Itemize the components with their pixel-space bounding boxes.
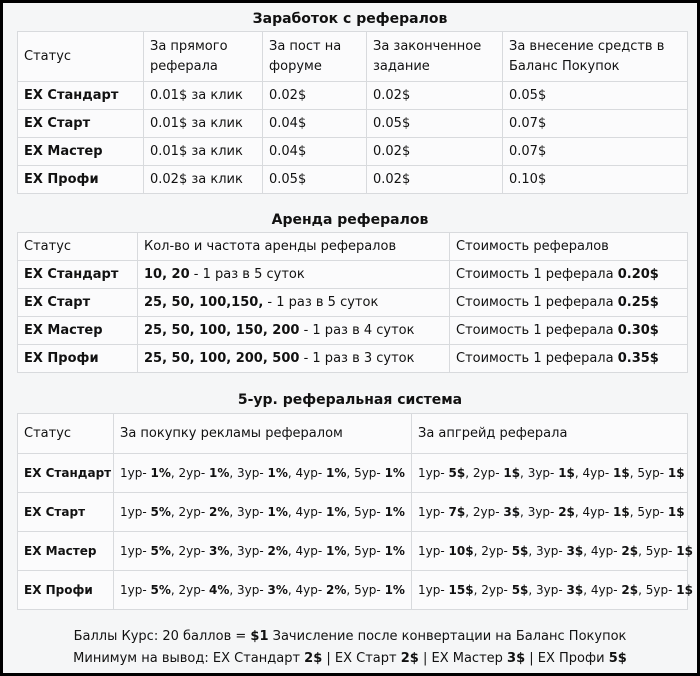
table-cell: 0.02$ за клик <box>144 166 263 194</box>
table-header-row <box>18 414 688 454</box>
level-label: 2ур- <box>481 544 512 558</box>
header-cell: За законченное задание <box>367 32 503 82</box>
status-cell: EX Мастер <box>18 317 138 345</box>
table-cell: 0.02$ <box>367 138 503 166</box>
level-label: 3ур- <box>536 583 567 597</box>
level-value: 5% <box>150 505 171 519</box>
referral-earnings-title: Заработок с рефералов <box>252 11 448 27</box>
status-cell: EX Стандарт <box>18 82 144 110</box>
rent-amounts: 25, 50, 100, 200, 500 <box>144 351 300 366</box>
rent-frequency: - 1 раз в 5 суток <box>263 295 379 310</box>
upgrade-levels-cell: 1ур- 10$, 2ур- 5$, 3ур- 3$, 4ур- 2$, 5ур- 1$ <box>412 532 688 571</box>
level-value: 1$ <box>667 505 685 519</box>
level-value: 1$ <box>558 466 575 480</box>
table-row <box>18 493 688 532</box>
level-label: 1ур- <box>120 466 151 480</box>
header-cell: Статус <box>18 233 138 261</box>
level-value: 5% <box>150 544 171 558</box>
rent-frequency: - 1 раз в 3 суток <box>299 351 415 366</box>
level-label: 3ур- <box>237 466 268 480</box>
status-cell: EX Стандарт <box>18 261 138 289</box>
level-value: 1% <box>209 466 230 480</box>
level-value: 3$ <box>566 583 584 597</box>
referral-system-table <box>17 413 693 610</box>
level-label: 2ур- <box>481 583 512 597</box>
level-value: 1% <box>384 544 405 558</box>
rent-frequency: - 1 раз в 4 суток <box>299 323 415 338</box>
level-value: 1% <box>150 466 171 480</box>
rent-amounts: 25, 50, 100, 150, 200 <box>144 323 300 338</box>
table-cell: 0.07$ <box>503 110 688 138</box>
level-label: 1ур- <box>120 583 151 597</box>
min-withdrawal-value: 3$ <box>507 651 526 666</box>
min-withdrawal-prefix: Минимум на вывод: <box>73 651 213 666</box>
rent-amounts: 10, 20 <box>144 267 190 282</box>
status-cell: EX Мастер <box>18 532 114 571</box>
table-cell: 0.01$ за клик <box>144 82 263 110</box>
status-cell: EX Мастер <box>18 138 144 166</box>
level-label: 1ур- <box>418 583 449 597</box>
min-withdrawal-value: 2$ <box>400 651 419 666</box>
level-label: 5ур- <box>354 544 385 558</box>
level-value: 4% <box>209 583 230 597</box>
table-row <box>18 317 688 345</box>
level-label: 3ур- <box>237 544 268 558</box>
table-row <box>18 345 688 373</box>
status-cell: EX Стандарт <box>18 454 114 493</box>
level-value: 1% <box>384 583 405 597</box>
min-withdrawal-value: 2$ <box>304 651 323 666</box>
level-value: 1% <box>326 544 347 558</box>
level-value: 1% <box>267 505 288 519</box>
status-cell: EX Профи <box>18 166 144 194</box>
level-value: 1% <box>326 466 347 480</box>
level-value: 1% <box>384 505 405 519</box>
level-label: 5ур- <box>637 505 668 519</box>
table-cell: 0.05$ <box>263 166 367 194</box>
header-cell: За внесение средств в Баланс Покупок <box>503 32 688 82</box>
level-label: 5ур- <box>637 466 668 480</box>
table-row <box>18 110 688 138</box>
level-label: 2ур- <box>472 466 504 480</box>
header-cell: Статус <box>18 32 144 82</box>
table-cell: 0.01$ за клик <box>144 110 263 138</box>
min-withdrawal-status: EX Профи <box>537 651 609 666</box>
level-label: 4ур- <box>590 544 622 558</box>
ads-levels-cell: 1ур- 5%, 2ур- 3%, 3ур- 2%, 4ур- 1%, 5ур- 1% <box>114 532 412 571</box>
level-value: 5$ <box>511 544 529 558</box>
level-value: 1% <box>384 466 405 480</box>
header-cell: За апгрейд реферала <box>412 414 688 454</box>
level-value: 2$ <box>621 544 639 558</box>
table-row <box>18 82 688 110</box>
table-row <box>18 532 688 571</box>
table-row <box>18 138 688 166</box>
level-value: 1$ <box>667 466 685 480</box>
cost-label: Стоимость 1 реферала <box>456 267 618 282</box>
table-header-row <box>18 32 688 82</box>
level-label: 1ур- <box>418 466 449 480</box>
level-label: 2ур- <box>472 505 504 519</box>
level-label: 4ур- <box>295 505 327 519</box>
header-cell: Кол-во и частота аренды рефералов <box>138 233 450 261</box>
table-cell <box>138 317 450 345</box>
status-cell: EX Старт <box>18 493 114 532</box>
level-value: 5% <box>150 583 171 597</box>
level-label: 4ур- <box>582 466 614 480</box>
level-value: 1$ <box>613 505 630 519</box>
level-value: 5$ <box>448 466 466 480</box>
table-row <box>18 454 688 493</box>
level-label: 5ур- <box>645 544 677 558</box>
cost-label: Стоимость 1 реферала <box>456 323 618 338</box>
cost-value: 0.35$ <box>617 351 659 366</box>
level-label: 2ур- <box>178 544 210 558</box>
points-rate-line <box>3 629 697 644</box>
referral-rent-title: Аренда рефералов <box>271 212 429 228</box>
header-cell: За покупку рекламы рефералом <box>114 414 412 454</box>
status-cell: EX Старт <box>18 289 138 317</box>
level-label: 3ур- <box>237 583 268 597</box>
level-value: 3% <box>209 544 230 558</box>
level-value: 3$ <box>503 505 521 519</box>
table-cell: 0.04$ <box>263 110 367 138</box>
ads-levels-cell: 1ур- 5%, 2ур- 2%, 3ур- 1%, 4ур- 1%, 5ур- 1% <box>114 493 412 532</box>
header-cell: Статус <box>18 414 114 454</box>
referral-earnings-table <box>17 31 688 194</box>
table-header-row <box>18 233 688 261</box>
level-label: 3ур- <box>536 544 567 558</box>
status-cell: EX Старт <box>18 110 144 138</box>
table-cell: 0.10$ <box>503 166 688 194</box>
level-label: 3ур- <box>527 466 559 480</box>
level-label: 5ур- <box>354 505 385 519</box>
level-label: 4ур- <box>295 466 327 480</box>
level-value: 1$ <box>676 583 693 597</box>
table-cell: 0.02$ <box>367 166 503 194</box>
rent-frequency: - 1 раз в 5 суток <box>189 267 305 282</box>
table-row <box>18 261 688 289</box>
level-value: 10$ <box>448 544 474 558</box>
level-value: 2% <box>209 505 230 519</box>
level-label: 1ур- <box>418 544 449 558</box>
level-label: 1ур- <box>418 505 449 519</box>
upgrade-levels-cell: 1ур- 5$, 2ур- 1$, 3ур- 1$, 4ур- 1$, 5ур- 1$ <box>412 454 688 493</box>
level-value: 3% <box>267 583 288 597</box>
level-value: 1$ <box>676 544 693 558</box>
table-row <box>18 166 688 194</box>
points-rate-prefix: Баллы Курс: 20 баллов = <box>73 629 251 644</box>
status-cell: EX Профи <box>18 345 138 373</box>
table-cell <box>138 345 450 373</box>
table-cell: 0.04$ <box>263 138 367 166</box>
cost-value: 0.20$ <box>617 267 659 282</box>
cost-label: Стоимость 1 реферала <box>456 295 618 310</box>
cost-label: Стоимость 1 реферала <box>456 351 618 366</box>
upgrade-levels-cell: 1ур- 15$, 2ур- 5$, 3ур- 3$, 4ур- 2$, 5ур- 1$ <box>412 571 688 610</box>
upgrade-levels-cell: 1ур- 7$, 2ур- 3$, 3ур- 2$, 4ур- 1$, 5ур- 1$ <box>412 493 688 532</box>
cost-value: 0.25$ <box>617 295 659 310</box>
level-label: 5ур- <box>354 466 385 480</box>
level-label: 3ур- <box>527 505 559 519</box>
level-label: 3ур- <box>237 505 268 519</box>
level-label: 4ур- <box>590 583 622 597</box>
table-cell <box>138 261 450 289</box>
cost-value: 0.30$ <box>617 323 659 338</box>
level-value: 7$ <box>448 505 466 519</box>
level-label: 2ур- <box>178 583 210 597</box>
table-cell: 0.07$ <box>503 138 688 166</box>
level-value: 3$ <box>566 544 584 558</box>
level-label: 2ур- <box>178 505 210 519</box>
level-label: 4ур- <box>295 583 327 597</box>
level-label: 1ур- <box>120 544 151 558</box>
min-withdrawal-value: 5$ <box>608 651 627 666</box>
referral-system-title: 5-ур. реферальная система <box>237 392 463 408</box>
header-cell: За прямого реферала <box>144 32 263 82</box>
points-rate-value: $1 <box>250 629 269 644</box>
table-cell <box>450 317 688 345</box>
table-cell: 0.05$ <box>367 110 503 138</box>
level-label: 5ур- <box>354 583 385 597</box>
ads-levels-cell: 1ур- 5%, 2ур- 4%, 3ур- 3%, 4ур- 2%, 5ур- 1% <box>114 571 412 610</box>
level-label: 5ур- <box>645 583 677 597</box>
rent-amounts: 25, 50, 100,150, <box>144 295 264 310</box>
level-label: 4ур- <box>295 544 327 558</box>
ads-levels-cell: 1ур- 1%, 2ур- 1%, 3ур- 1%, 4ур- 1%, 5ур- 1% <box>114 454 412 493</box>
table-cell: 0.05$ <box>503 82 688 110</box>
table-cell <box>138 289 450 317</box>
level-label: 4ур- <box>582 505 614 519</box>
level-value: 2% <box>326 583 347 597</box>
table-cell <box>450 289 688 317</box>
level-value: 2$ <box>558 505 575 519</box>
level-value: 1$ <box>613 466 630 480</box>
level-label: 2ур- <box>178 466 210 480</box>
table-row <box>18 289 688 317</box>
level-value: 2$ <box>621 583 639 597</box>
min-withdrawal-status: EX Стандарт <box>212 651 305 666</box>
header-cell: Стоимость рефералов <box>450 233 688 261</box>
status-cell: EX Профи <box>18 571 114 610</box>
table-cell <box>450 261 688 289</box>
level-value: 5$ <box>511 583 529 597</box>
min-withdrawal-status: EX Старт <box>334 651 401 666</box>
level-value: 1% <box>267 466 288 480</box>
table-cell: 0.02$ <box>263 82 367 110</box>
table-cell: 0.02$ <box>367 82 503 110</box>
min-withdrawal-status: EX Мастер <box>431 651 508 666</box>
level-value: 2% <box>267 544 288 558</box>
min-withdrawal-list: EX Стандарт 2$ | EX Старт 2$ | EX Мастер 3$ | EX Профи 5$ <box>212 651 627 666</box>
table-cell: 0.01$ за клик <box>144 138 263 166</box>
table-row <box>18 571 688 610</box>
points-rate-suffix: Зачисление после конвертации на Баланс Покупок <box>268 629 627 644</box>
min-withdrawal-line <box>3 651 697 666</box>
header-cell: За пост на форуме <box>263 32 367 82</box>
referral-rent-table <box>17 232 688 373</box>
table-cell <box>450 345 688 373</box>
level-label: 1ур- <box>120 505 151 519</box>
level-value: 15$ <box>448 583 474 597</box>
level-value: 1% <box>326 505 347 519</box>
level-value: 1$ <box>503 466 521 480</box>
